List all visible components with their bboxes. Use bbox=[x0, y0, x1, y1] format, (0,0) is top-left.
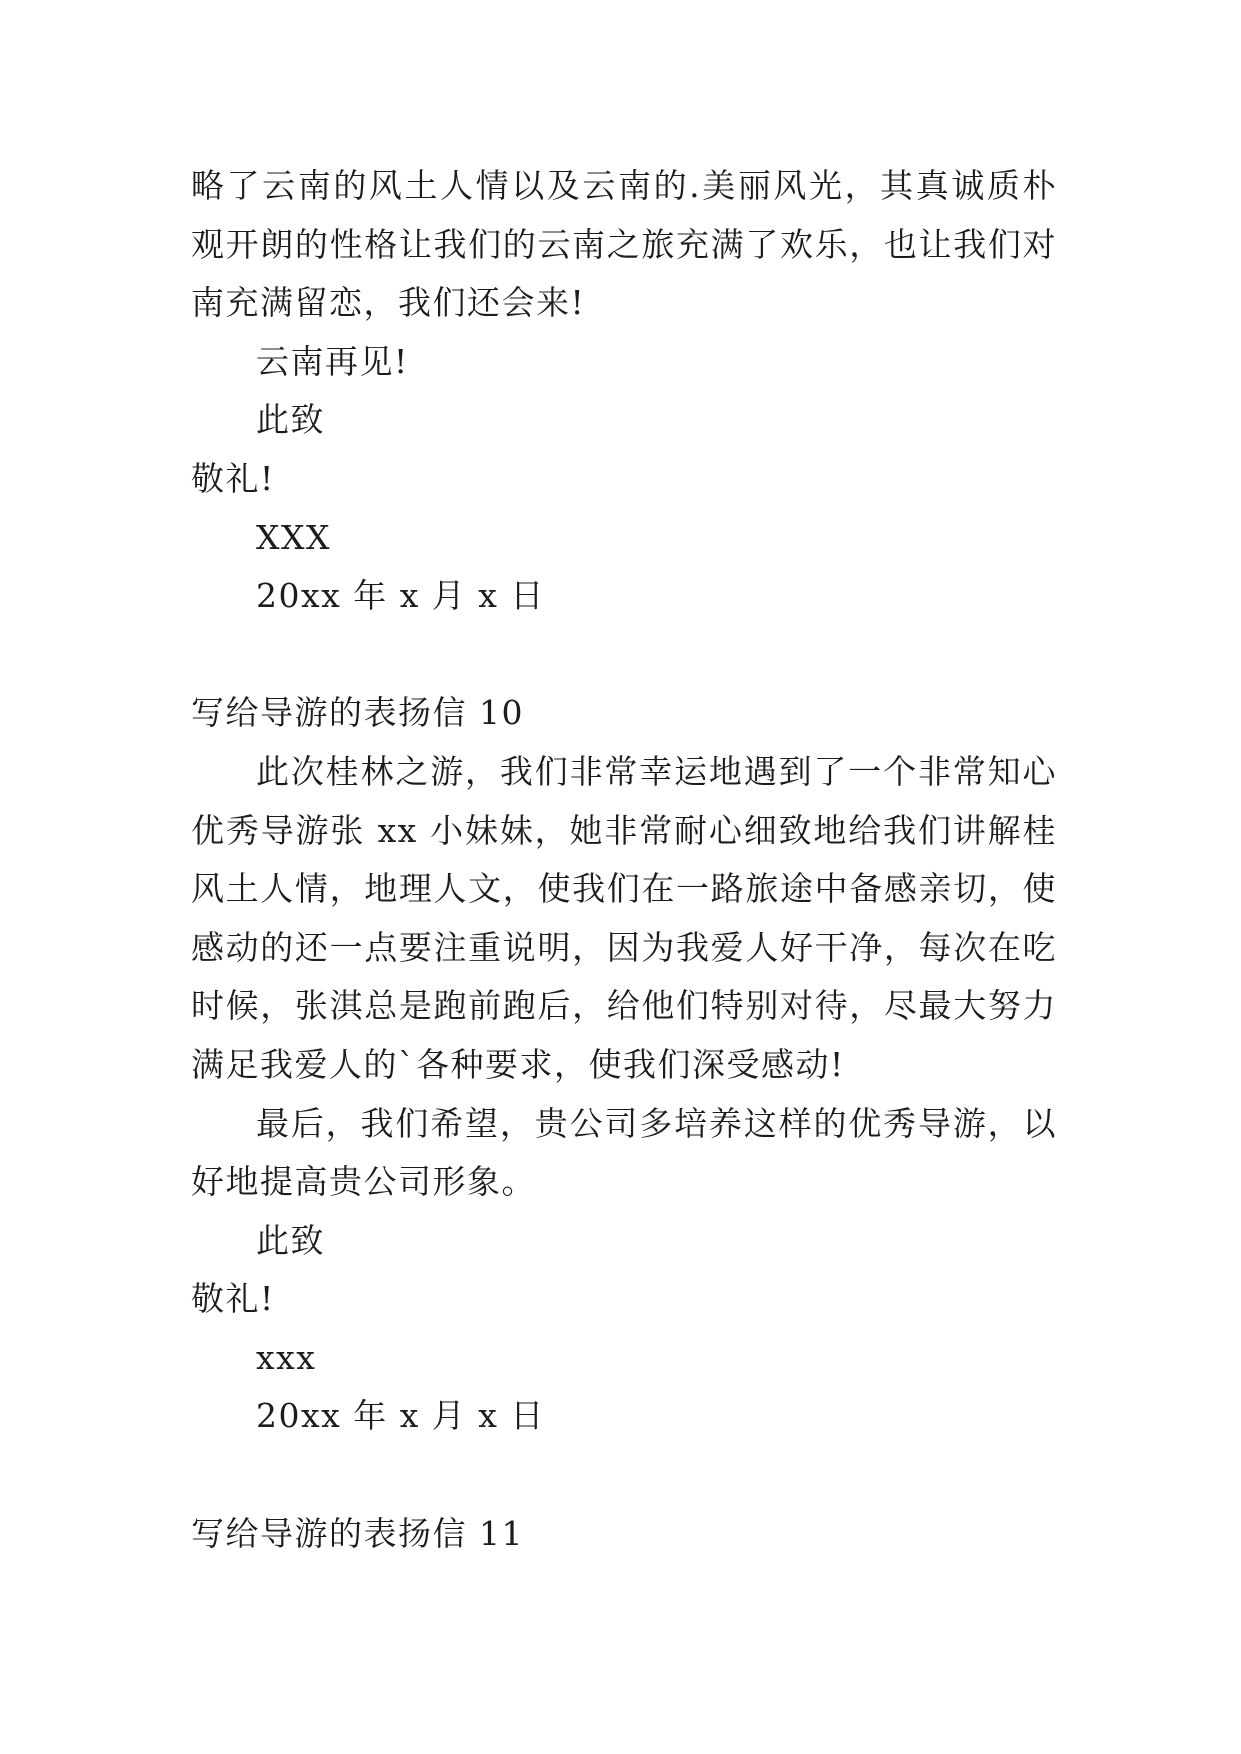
signature: xxx bbox=[256, 1337, 317, 1377]
paragraph-line: 感动的还一点要注重说明，因为我爱人好干净，每次在吃 bbox=[191, 927, 1057, 967]
paragraph-line: 满足我爱人的`各种要求，使我们深受感动! bbox=[191, 1044, 845, 1084]
letter-date: 20xx 年 x 月 x 日 bbox=[256, 1396, 545, 1436]
blank-line bbox=[191, 1446, 1057, 1505]
paragraph-line: 略了云南的风土人情以及云南的.美丽风光，其真诚质朴 bbox=[191, 166, 1057, 205]
paragraph-line: 此次桂林之游，我们非常幸运地遇到了一个非常知心 bbox=[256, 751, 1057, 791]
paragraph-line: 风土人情，地理人文，使我们在一路旅途中备感亲切，使 bbox=[191, 869, 1057, 909]
signature: XXX bbox=[256, 517, 331, 557]
salutation-line: 此致 bbox=[256, 1220, 325, 1260]
letter-date: 20xx 年 x 月 x 日 bbox=[256, 576, 545, 616]
salutation-line: 此致 bbox=[256, 400, 325, 440]
section-heading: 写给导游的表扬信 10 bbox=[191, 693, 524, 733]
paragraph-line: 优秀导游张 xx 小妹妹，她非常耐心细致地给我们讲解桂 bbox=[191, 810, 1057, 850]
document-body bbox=[191, 157, 1057, 1563]
salutation-line: 敬礼! bbox=[191, 1279, 275, 1319]
salutation-line: 敬礼! bbox=[191, 458, 275, 498]
section-heading: 写给导游的表扬信 11 bbox=[191, 1513, 524, 1553]
closing-line: 云南再见! bbox=[256, 341, 409, 381]
paragraph-line: 最后，我们希望，贵公司多培养这样的优秀导游，以 bbox=[256, 1103, 1057, 1143]
paragraph-line: 时候，张淇总是跑前跑后，给他们特别对待，尽最大努力 bbox=[191, 986, 1057, 1026]
paragraph-line: 观开朗的性格让我们的云南之旅充满了欢乐，也让我们对 bbox=[191, 224, 1057, 264]
paragraph-line: 好地提高贵公司形象。 bbox=[191, 1162, 536, 1202]
blank-line bbox=[191, 626, 1057, 685]
paragraph-line: 南充满留恋，我们还会来! bbox=[191, 283, 586, 323]
